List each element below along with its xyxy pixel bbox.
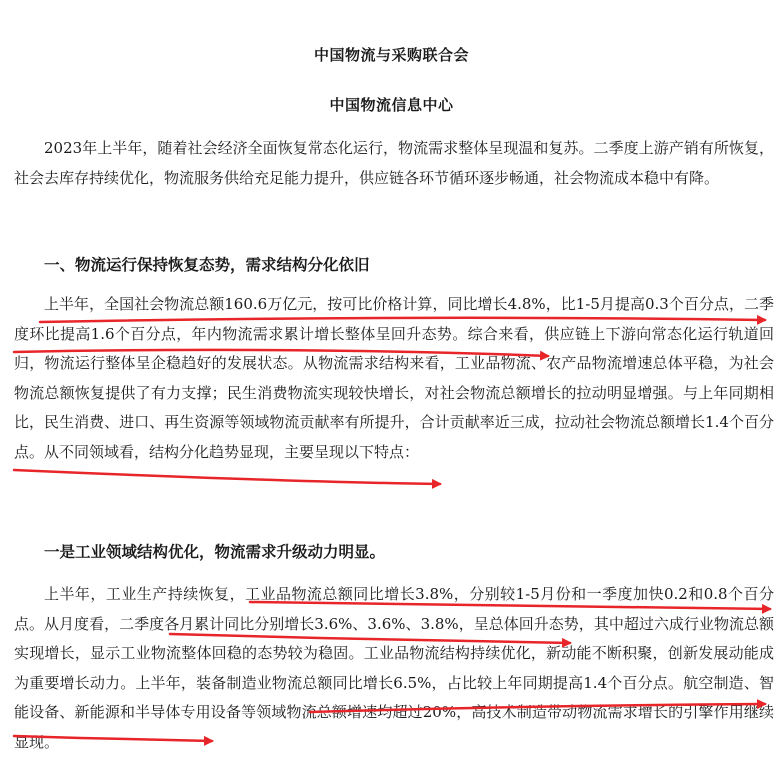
- organization-title: 中国物流与采购联合会: [313, 46, 469, 64]
- section1-heading: 一、物流运行保持恢复态势，需求结构分化依旧: [44, 256, 370, 274]
- section2-heading: 一是工业领域结构优化，物流需求升级动力明显。: [44, 543, 386, 561]
- center-title: 中国物流信息中心: [329, 96, 454, 114]
- section2-paragraph: 上半年，工业生产持续恢复，工业品物流总额同比增长3.8%，分别较1-5月份和一季度加快0.2和0.8个百分点。从月度看，二季度各月累计同比分别增长3.6%、3.6%、3.8%，呈总体回升态势，其中超过六成行业物流总额实现增长，显示工业物流整体回稳的态势较为稳固。工业品物流结构持续优化，新动能不断积聚，创新发展动能成为重要增长动力。上半年，装备制造业物流总额同比增长6.5%，占比较上年同期提高1.4个百分点。航空制造、智能设备、新能源和半导体专用设备等领域物流总额增速均超过20%，高技术制造带动物流需求增长的引擎作用继续显现。: [14, 585, 774, 751]
- intro-paragraph: 2023年上半年，随着社会经济全面恢复常态化运行，物流需求整体呈现温和复苏。二季度上游产销有所恢复，社会去库存持续优化，物流服务供给充足能力提升，供应链各环节循环逐步畅通，社会物流成本稳中有降。: [14, 139, 774, 187]
- section1-paragraph: 上半年，全国社会物流总额160.6万亿元，按可比价格计算，同比增长4.8%，比1-5月提高0.3个百分点，二季度环比提高1.6个百分点，年内物流需求累计增长整体呈回升态势。综合来看，供应链上下游向常态化运行轨道回归，物流运行整体呈企稳趋好的发展状态。从物流需求结构来看，工业品物流、农产品物流增速总体平稳，为社会物流总额恢复提供了有力支撑；民生消费物流实现较快增长，对社会物流总额增长的拉动明显增强。与上年同期相比，民生消费、进口、再生资源等领域物流贡献率有所提升，合计贡献率近三成，拉动社会物流总额增长1.4个百分点。从不同领域看，结构分化趋势显现，主要呈现以下特点：: [14, 295, 774, 461]
